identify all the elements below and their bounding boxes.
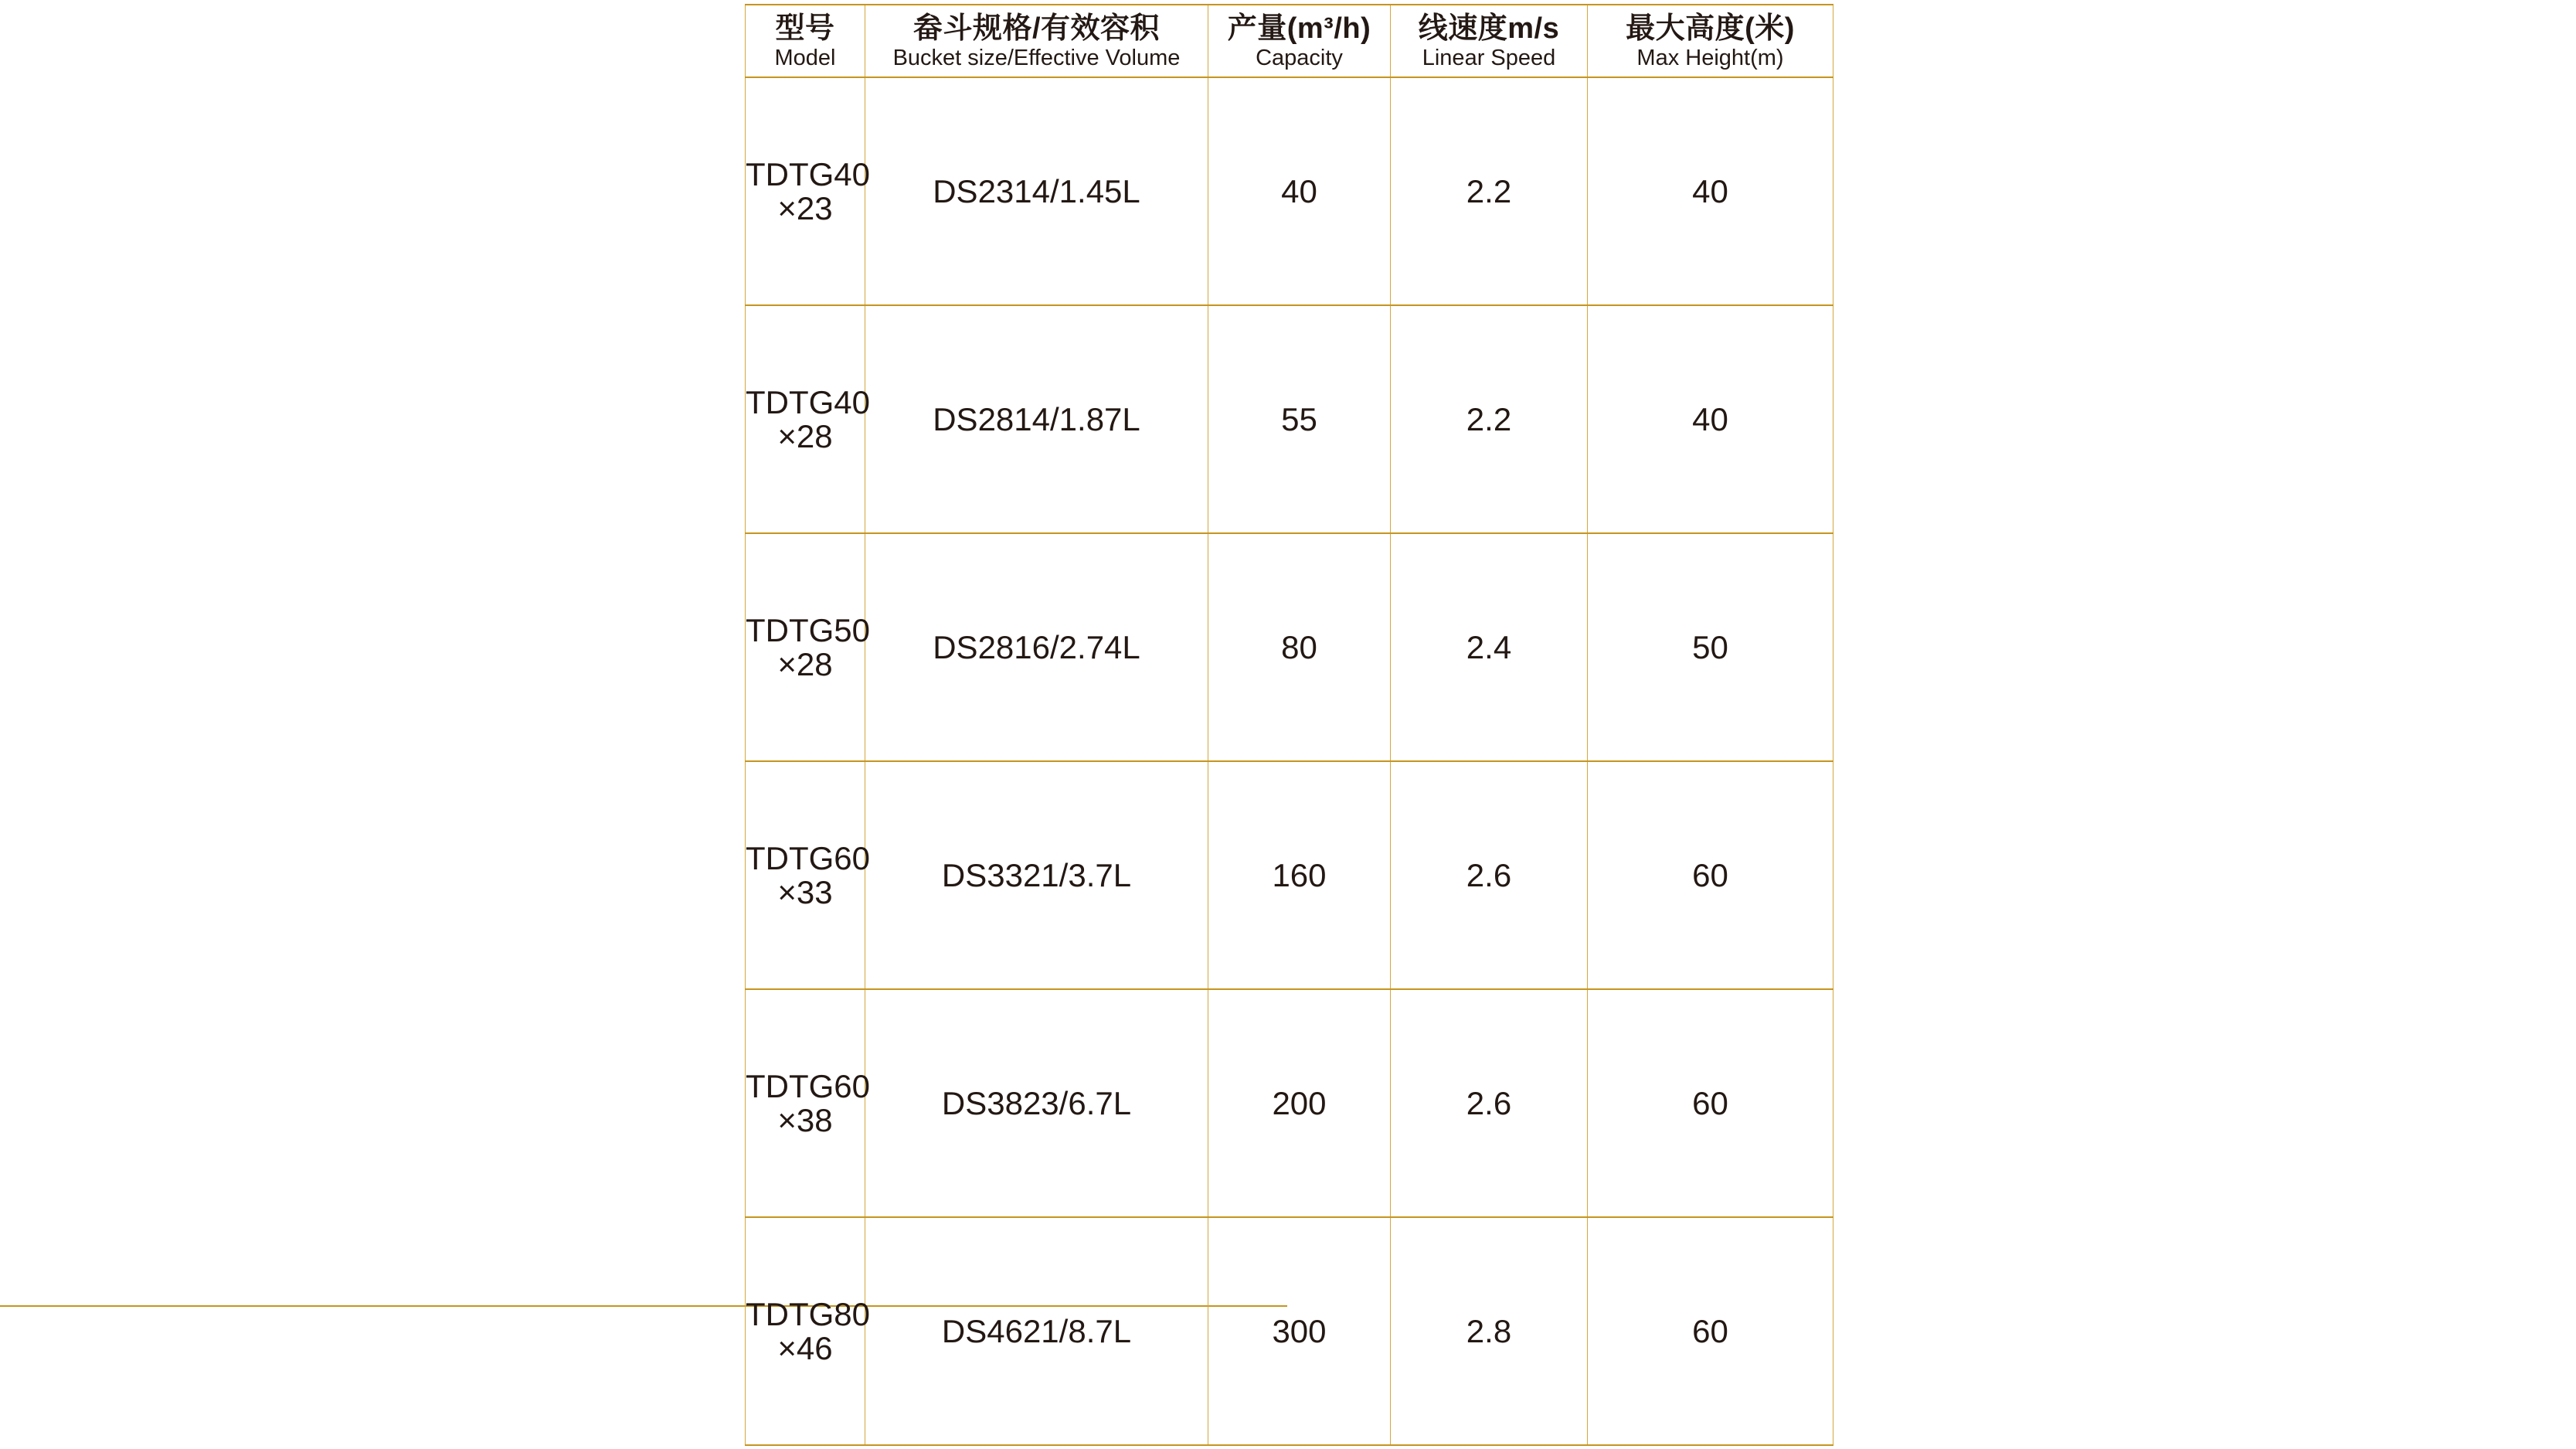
col-header-max-height-zh: 最大高度(米) <box>1626 12 1795 46</box>
table-row <box>746 1217 1833 1445</box>
header-row <box>746 5 1833 77</box>
col-header-max-height <box>1588 5 1833 77</box>
table-row <box>746 305 1833 533</box>
cell-max-height: 60 <box>1588 1217 1833 1445</box>
cell-model-line1: TDTG60 <box>746 839 871 876</box>
cell-model <box>746 761 871 989</box>
cell-model-line1: TDTG80 <box>746 1295 871 1332</box>
cell-model-line2: ×38 <box>777 1101 833 1138</box>
table-body <box>746 77 1833 1445</box>
cell-max-height: 60 <box>1588 989 1833 1217</box>
cell-model <box>746 305 871 533</box>
spec-table <box>745 4 1833 1446</box>
cell-linear-speed: 2.6 <box>1391 989 1588 1217</box>
cell-max-height: 40 <box>1588 77 1833 305</box>
col-header-capacity-zh: 产量(m³/h) <box>1227 12 1371 46</box>
cell-model-line2: ×23 <box>777 189 833 226</box>
table-row <box>746 533 1833 761</box>
col-header-bucket-size-en: Bucket size/Effective Volume <box>892 46 1181 71</box>
cell-model <box>746 989 871 1217</box>
col-header-capacity-en: Capacity <box>1256 46 1343 71</box>
cell-model-line2: ×28 <box>777 417 833 454</box>
cell-capacity: 160 <box>1208 761 1391 989</box>
cell-linear-speed: 2.2 <box>1391 77 1588 305</box>
cell-max-height: 60 <box>1588 761 1833 989</box>
col-header-linear-speed <box>1391 5 1588 77</box>
cell-capacity: 200 <box>1208 989 1391 1217</box>
cell-capacity: 80 <box>1208 533 1391 761</box>
cell-model-line1: TDTG50 <box>746 611 871 648</box>
cell-bucket-size: DS3823/6.7L <box>865 989 1208 1217</box>
cell-model <box>746 533 871 761</box>
table-row <box>746 989 1833 1217</box>
cell-model <box>746 77 871 305</box>
cell-linear-speed: 2.8 <box>1391 1217 1588 1445</box>
col-header-model-en: Model <box>774 46 836 71</box>
col-header-bucket-size <box>865 5 1208 77</box>
col-header-linear-speed-en: Linear Speed <box>1422 46 1556 71</box>
col-header-model-zh: 型号 <box>775 12 835 46</box>
col-header-capacity <box>1208 5 1391 77</box>
col-header-linear-speed-zh: 线速度m/s <box>1418 12 1560 46</box>
cell-model-line1: TDTG40 <box>746 155 871 192</box>
col-header-max-height-en: Max Height(m) <box>1636 46 1784 71</box>
col-header-model <box>746 5 865 77</box>
cell-bucket-size: DS2314/1.45L <box>865 77 1208 305</box>
cell-model-line2: ×28 <box>777 645 833 682</box>
cell-capacity: 300 <box>1208 1217 1391 1445</box>
col-header-bucket-size-zh: 畚斗规格/有效容积 <box>912 12 1161 46</box>
cell-model <box>746 1217 871 1445</box>
cell-model-line2: ×33 <box>777 873 833 910</box>
cell-bucket-size: DS3321/3.7L <box>865 761 1208 989</box>
cell-model-line2: ×46 <box>777 1329 833 1366</box>
cell-linear-speed: 2.2 <box>1391 305 1588 533</box>
cell-linear-speed: 2.4 <box>1391 533 1588 761</box>
cell-capacity: 40 <box>1208 77 1391 305</box>
cell-capacity: 55 <box>1208 305 1391 533</box>
table-row <box>746 77 1833 305</box>
cell-bucket-size: DS2816/2.74L <box>865 533 1208 761</box>
table-row <box>746 761 1833 989</box>
cell-model-line1: TDTG60 <box>746 1067 871 1104</box>
cell-max-height: 40 <box>1588 305 1833 533</box>
cell-linear-speed: 2.6 <box>1391 761 1588 989</box>
cell-max-height: 50 <box>1588 533 1833 761</box>
cell-bucket-size: DS4621/8.7L <box>865 1217 1208 1445</box>
cell-bucket-size: DS2814/1.87L <box>865 305 1208 533</box>
cell-model-line1: TDTG40 <box>746 383 871 420</box>
